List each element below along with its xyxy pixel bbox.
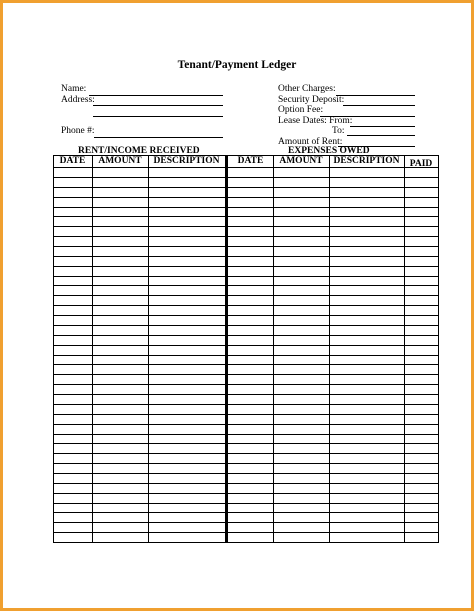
table-row-line xyxy=(53,542,439,543)
lease-dates-from-field[interactable] xyxy=(350,126,415,127)
lease-dates-from-label: Lease Dates: From: xyxy=(278,116,353,126)
lease-dates-to-field[interactable] xyxy=(347,135,415,136)
table-row-line xyxy=(53,187,439,188)
table-row-line xyxy=(53,236,439,237)
table-row-line xyxy=(53,522,439,523)
col-header-amount: AMOUNT xyxy=(98,156,142,166)
table-row-line xyxy=(53,197,439,198)
grid-col-line xyxy=(404,155,405,542)
security-deposit-label: Security Deposit: xyxy=(278,95,345,105)
grid-col-line xyxy=(148,155,149,542)
table-row-line xyxy=(53,493,439,494)
col-header-date: DATE xyxy=(59,156,86,166)
table-row-line xyxy=(53,424,439,425)
table-row-line xyxy=(53,207,439,208)
grid-col-line xyxy=(92,155,93,542)
option-fee-label: Option Fee: xyxy=(278,105,324,115)
table-row-line xyxy=(53,483,439,484)
expenses-owed-heading: EXPENSES OWED xyxy=(288,146,370,156)
col-header-description: DESCRIPTION xyxy=(333,156,400,166)
security-deposit-field[interactable] xyxy=(343,105,415,106)
grid-col-line xyxy=(53,155,54,542)
col-header-description: DESCRIPTION xyxy=(153,156,220,166)
phone-field[interactable] xyxy=(94,137,223,138)
grid-divider-line xyxy=(225,155,228,542)
table-row-line xyxy=(53,315,439,316)
table-row-line xyxy=(53,256,439,257)
table-row-line xyxy=(53,167,439,168)
table-row-line xyxy=(53,503,439,504)
table-row-line xyxy=(53,532,439,533)
grid-col-line xyxy=(438,155,439,542)
table-row-line xyxy=(53,394,439,395)
table-row-line xyxy=(53,335,439,336)
table-row-line xyxy=(53,177,439,178)
amount-of-rent-label: Amount of Rent: xyxy=(278,137,343,147)
table-row-line xyxy=(53,226,439,227)
table-row-line xyxy=(53,414,439,415)
table-row-line xyxy=(53,325,439,326)
rent-income-received-heading: RENT/INCOME RECEIVED xyxy=(78,146,200,156)
table-row-line xyxy=(53,443,439,444)
grid-col-line xyxy=(273,155,274,542)
col-header-amount: AMOUNT xyxy=(279,156,323,166)
address-field-line-1[interactable] xyxy=(93,105,223,106)
table-row-line xyxy=(53,285,439,286)
table-row-line xyxy=(53,295,439,296)
table-row-line xyxy=(53,216,439,217)
other-charges-field[interactable] xyxy=(336,95,415,96)
table-row-line xyxy=(53,364,439,365)
table-row-line xyxy=(53,246,439,247)
table-row-line xyxy=(53,404,439,405)
table-row-line xyxy=(53,453,439,454)
table-row-line xyxy=(53,266,439,267)
table-row-line xyxy=(53,384,439,385)
table-row-line xyxy=(53,355,439,356)
lease-dates-to-label: To: xyxy=(332,126,345,136)
address-field-line-2[interactable] xyxy=(93,116,223,117)
table-row-line xyxy=(53,473,439,474)
phone-label: Phone #: xyxy=(61,126,95,136)
col-header-paid: PAID xyxy=(409,159,433,169)
name-field[interactable] xyxy=(89,95,223,96)
table-row-line xyxy=(53,345,439,346)
table-row-line xyxy=(53,305,439,306)
col-header-date: DATE xyxy=(237,156,264,166)
table-row-line xyxy=(53,463,439,464)
table-row-line xyxy=(53,374,439,375)
other-charges-label: Other Charges: xyxy=(278,84,336,94)
grid-col-line xyxy=(329,155,330,542)
table-row-line xyxy=(53,155,439,156)
table-row-line xyxy=(53,276,439,277)
ledger-table xyxy=(53,155,439,542)
address-label: Address: xyxy=(61,95,95,105)
table-row-line xyxy=(53,512,439,513)
table-row-line xyxy=(53,434,439,435)
name-label: Name: xyxy=(61,84,87,94)
page-title: Tenant/Payment Ledger xyxy=(177,59,297,71)
